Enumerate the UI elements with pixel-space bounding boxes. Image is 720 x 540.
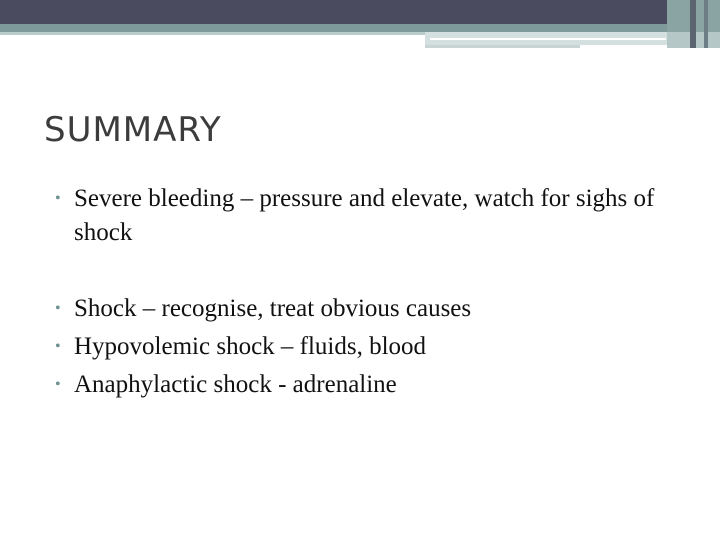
header-divider-line bbox=[430, 38, 666, 40]
bullet-item bbox=[52, 182, 672, 250]
bullet-icon: • bbox=[55, 338, 61, 355]
header-corner-stripe bbox=[690, 0, 696, 48]
bullet-list bbox=[52, 182, 672, 406]
bullet-icon: • bbox=[55, 376, 61, 393]
bullet-icon: • bbox=[55, 190, 61, 207]
bullet-text: Hypovolemic shock – fluids, blood bbox=[74, 333, 427, 360]
header-accent-band bbox=[0, 24, 720, 32]
bullet-text: Shock – recognise, treat obvious causes bbox=[74, 295, 472, 322]
header-light-strip bbox=[0, 32, 425, 35]
header-band bbox=[0, 0, 720, 24]
bullet-item bbox=[52, 368, 672, 402]
header-corner-stripe bbox=[704, 0, 708, 48]
header-underline bbox=[425, 45, 580, 48]
bullet-item bbox=[52, 292, 672, 326]
slide-title: SUMMARY bbox=[44, 110, 222, 150]
bullet-item bbox=[52, 330, 672, 364]
bullet-icon: • bbox=[55, 300, 61, 317]
bullet-text: Severe bleeding – pressure and elevate, watch for sighs of shock bbox=[74, 185, 655, 246]
bullet-text: Anaphylactic shock - adrenaline bbox=[74, 371, 397, 398]
